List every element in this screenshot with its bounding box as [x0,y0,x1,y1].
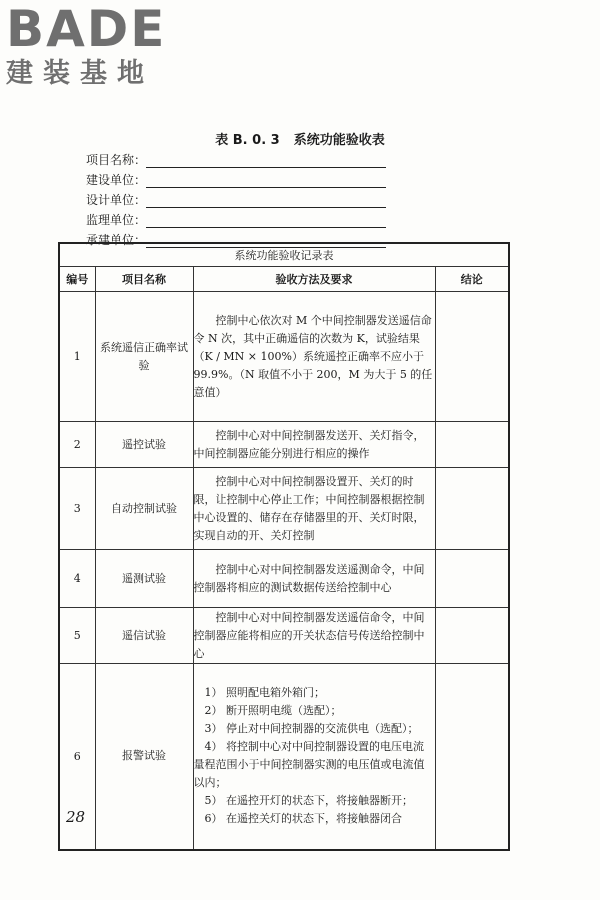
row-item-name: 遥控试验 [95,422,193,468]
row-result-cell [435,608,509,664]
info-blank-line [146,153,386,168]
info-blank-line [146,193,386,208]
info-fields [86,148,386,248]
row-number: 6 [59,664,95,850]
info-label: 建设单位： [86,173,147,187]
row-method: 控制中心对中间控制器发送遥测命令，中间控制器将相应的测试数据传送给控制中心 [193,550,435,608]
page-number: 28 [66,808,86,826]
method-list-item: 2） 断开照明电缆（选配）； [204,704,342,718]
table-row [59,292,509,422]
method-list-item: 3） 停止对中间控制器的交流供电（选配）； [204,722,419,736]
header-name: 项目名称 [95,267,193,292]
row-number: 3 [59,468,95,550]
info-label: 监理单位： [86,213,147,227]
table-row [59,664,509,850]
table-header-row [59,267,509,292]
table-title [0,129,600,148]
row-number: 1 [59,292,95,422]
row-method: 控制中心对中间控制器发送开、关灯指令，中间控制器应能分别进行相应的操作 [193,422,435,468]
row-result-cell [435,292,509,422]
row-result-cell [435,550,509,608]
logo [6,0,167,90]
row-item-name: 自动控制试验 [95,468,193,550]
table-row [59,608,509,664]
info-row-designer [86,188,386,208]
method-list-item: 6） 在遥控关灯的状态下，将接触器闭合 [204,812,402,826]
info-label: 承建单位： [86,233,147,247]
row-item-name: 报警试验 [95,664,193,850]
header-method: 验收方法及要求 [193,267,435,292]
info-row-project [86,148,386,168]
info-blank-line [146,173,386,188]
table-row [59,550,509,608]
header-no: 编号 [59,267,95,292]
table-caption: 系统功能验收记录表 [59,243,509,267]
method-list-item: 5） 在遥控开灯的状态下，将接触器断开； [204,794,413,808]
row-number: 4 [59,550,95,608]
logo-subtitle: 建装基地 [6,58,154,89]
row-number: 5 [59,608,95,664]
method-list-item: 1） 照明配电箱外箱门； [204,686,325,700]
row-item-name: 遥信试验 [95,608,193,664]
acceptance-table [58,242,510,851]
table-number: 表 B. 0. 3 [215,133,280,148]
row-method: 控制中心对中间控制器发送遥信命令，中间控制器应能将相应的开关状态信号传送给控制中心 [193,608,435,664]
logo-wordmark: BADE [6,0,167,58]
header-result: 结论 [435,267,509,292]
row-method: 控制中心依次对 M 个中间控制器发送遥信命令 N 次，其中正确遥信的次数为 K，试验结果（K / MN × 100%）系统遥控正确率不应小于 99.9%。（N 取值不小于 200，M 为大于 5 的任意值） [193,292,435,422]
info-blank-line [146,213,386,228]
table-caption-row [59,243,509,267]
row-result-cell [435,468,509,550]
row-item-name: 系统遥信正确率试验 [95,292,193,422]
row-number: 2 [59,422,95,468]
row-method-list [193,664,435,850]
row-method: 控制中心对中间控制器设置开、关灯的时限，让控制中心停止工作；中间控制器根据控制中心设置的、储存在存储器里的开、关灯时限，实现自动的开、关灯控制 [193,468,435,550]
info-label: 设计单位： [86,193,147,207]
info-row-supervisor [86,208,386,228]
table-row [59,422,509,468]
table-title-text: 系统功能验收表 [293,133,385,148]
row-result-cell [435,664,509,850]
row-result-cell [435,422,509,468]
info-row-owner [86,168,386,188]
info-label: 项目名称： [86,153,147,167]
method-list-item: 4） 将控制中心对中间控制器设置的电压电流量程范围小于中间控制器实测的电压值或电流值以内； [193,740,425,790]
row-item-name: 遥测试验 [95,550,193,608]
table-row [59,468,509,550]
